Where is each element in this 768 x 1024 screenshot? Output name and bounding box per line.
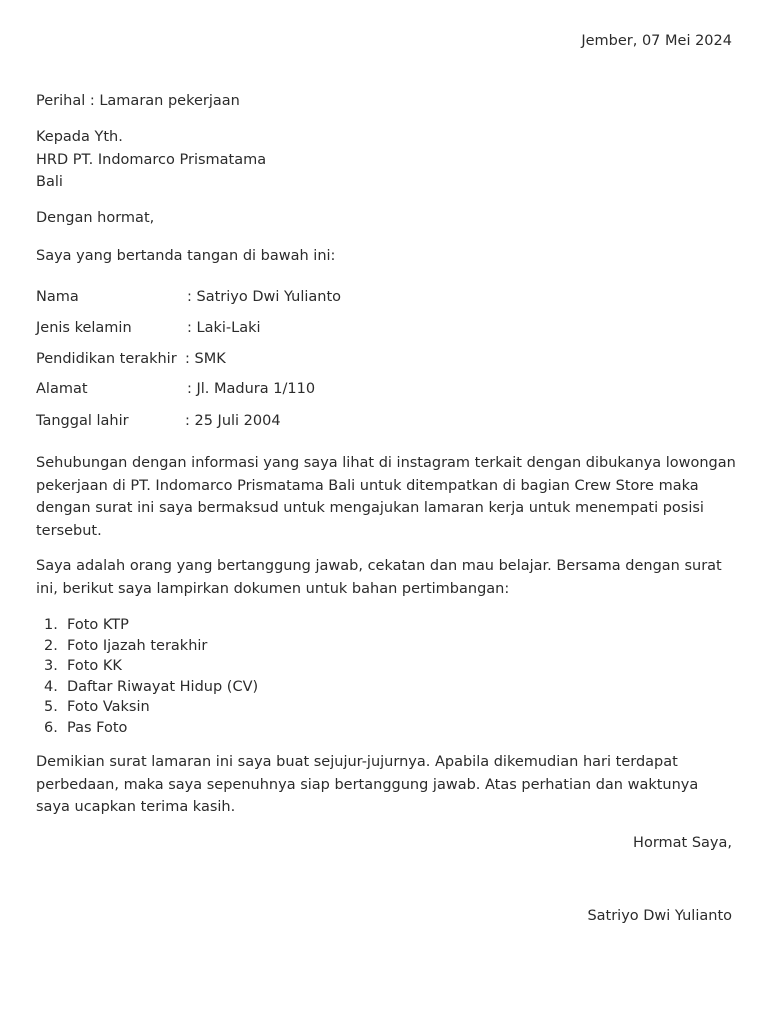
subject-line: Perihal : Lamaran pekerjaan <box>36 93 240 109</box>
biodata-value: : Satriyo Dwi Yulianto <box>187 289 342 305</box>
biodata-label: Nama <box>36 289 79 305</box>
biodata-value: : Laki-Laki <box>187 320 261 336</box>
biodata-row-nama <box>36 289 536 311</box>
list-text: Foto KTP <box>67 617 129 633</box>
biodata-row-pendidikan <box>36 351 536 373</box>
list-text: Foto KK <box>67 658 122 674</box>
list-text: Pas Foto <box>67 719 128 736</box>
list-text: Foto Vaksin <box>67 699 150 715</box>
paragraph-2: Saya adalah orang yang bertanggung jawab, cekatan dan mau belajar. Bersama dengan surat ini, berikut saya lampirkan dokumen untuk bahan pertimbangan: <box>36 558 722 597</box>
biodata-label: Alamat <box>36 381 88 397</box>
biodata-row-jenis-kelamin <box>36 320 536 342</box>
list-number: 4. <box>44 678 58 695</box>
list-text: Foto Ijazah terakhir <box>67 637 208 654</box>
biodata-label: Tanggal lahir <box>36 413 129 429</box>
greeting: Dengan hormat, <box>36 210 155 226</box>
recipient-line-2: HRD PT. Indomarco Prismatama <box>36 152 267 168</box>
biodata-label: Jenis kelamin <box>36 320 132 336</box>
intro-line: Saya yang bertanda tangan di bawah ini: <box>36 248 336 264</box>
closing-paragraph: Demikian surat lamaran ini saya buat sejujur-jujurnya. Apabila dikemudian hari terdapat perbedaan, maka saya sepenuhnya siap bertanggung jawab. Atas perhatian dan waktunya saya ucapkan terima kasih. <box>36 754 699 815</box>
signatory-name: Satriyo Dwi Yulianto <box>587 908 732 924</box>
biodata-row-alamat <box>36 381 536 403</box>
paragraph-1: Sehubungan dengan informasi yang saya lihat di instagram terkait dengan dibukanya lowongan pekerjaan di PT. Indomarco Prismatama Bali untuk ditempatkan di bagian Crew Store maka dengan surat ini saya bermaksud untuk mengajukan lamaran kerja untuk menempati posisi tersebut. <box>36 455 736 539</box>
list-number: 6. <box>44 719 58 736</box>
biodata-row-tanggal-lahir <box>36 413 536 435</box>
recipient-line-1: Kepada Yth. <box>36 129 123 145</box>
recipient-line-3: Bali <box>36 174 63 190</box>
list-number: 3. <box>44 658 58 674</box>
list-text: Daftar Riwayat Hidup (CV) <box>67 678 259 695</box>
place-date: Jember, 07 Mei 2024 <box>581 33 732 49</box>
biodata-value: : SMK <box>185 351 226 367</box>
biodata-value: : Jl. Madura 1/110 <box>187 381 316 397</box>
list-number: 5. <box>44 699 58 715</box>
list-number: 2. <box>44 637 58 654</box>
biodata-value: : 25 Juli 2004 <box>185 413 281 429</box>
list-number: 1. <box>44 617 58 633</box>
biodata-label: Pendidikan terakhir <box>36 351 177 367</box>
sign-off: Hormat Saya, <box>633 835 732 851</box>
